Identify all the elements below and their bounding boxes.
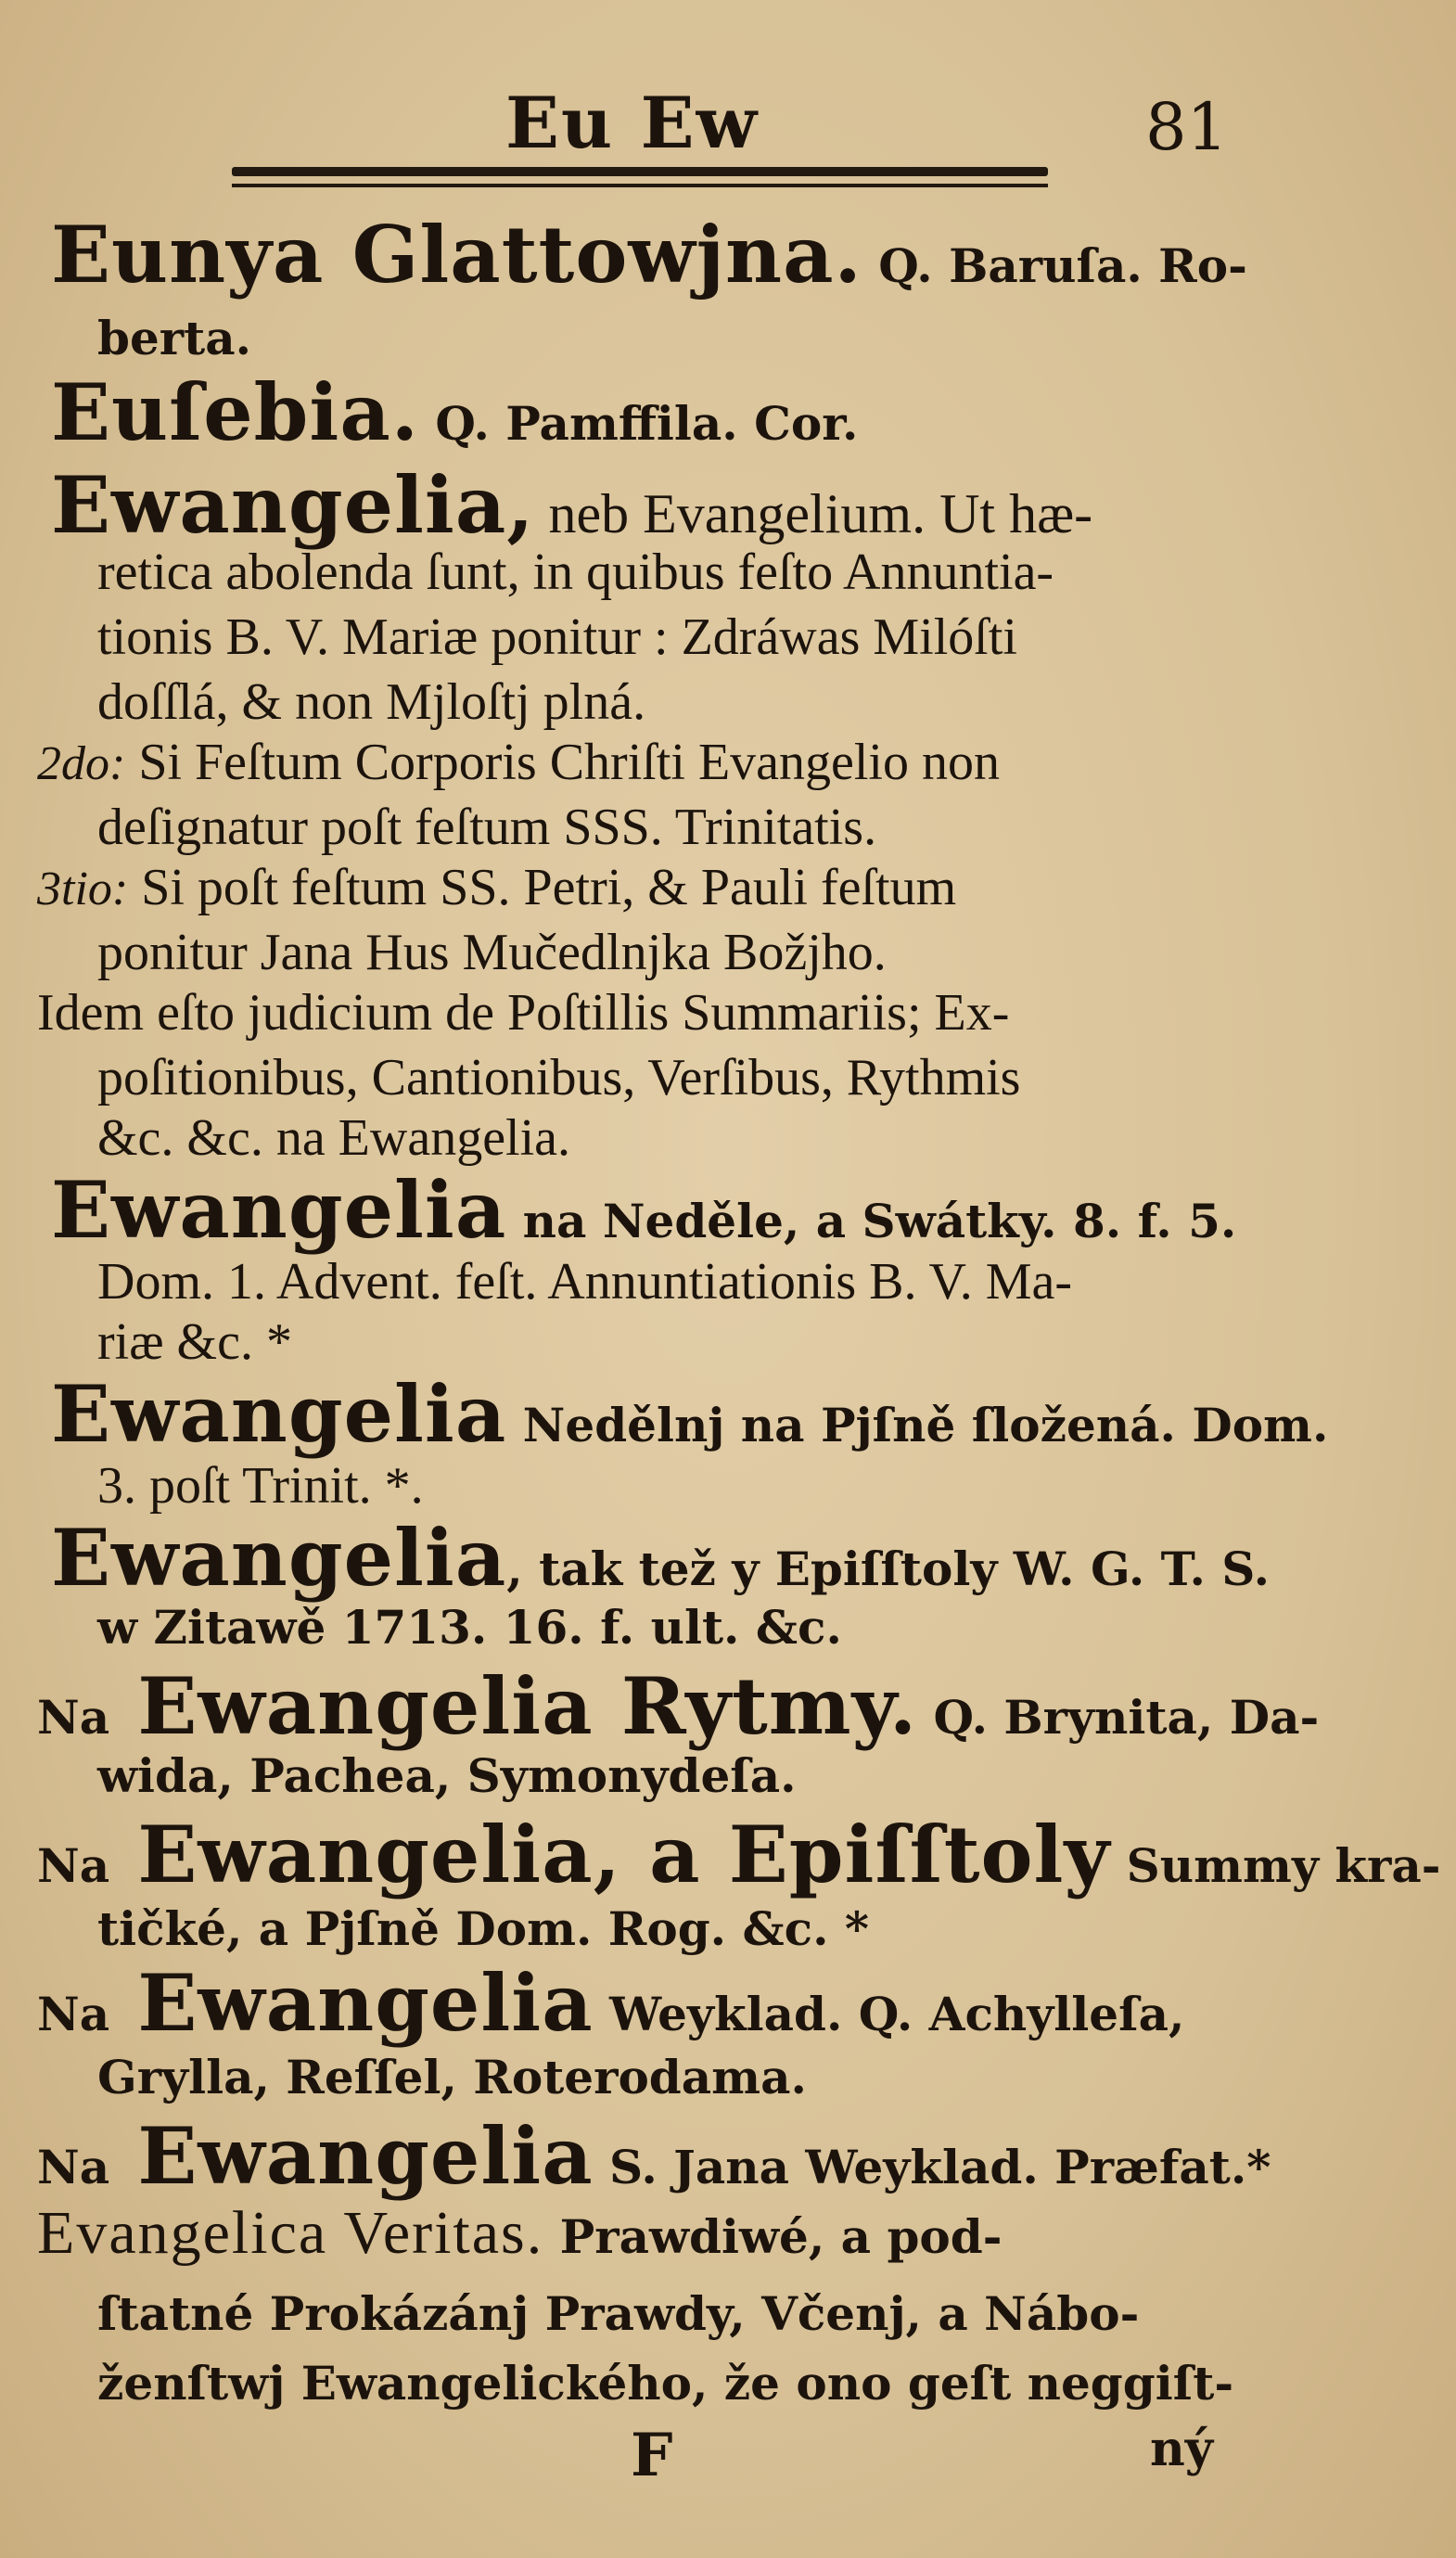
header-rule-thick [232,167,1048,176]
text-line [51,1512,1270,1604]
text-line [37,733,1000,792]
text-line [51,1164,1236,1256]
text-line: wida, Pachea, Symonydeſa. [97,1748,797,1803]
entry-headword: Ewangelia Rytmy. [109,1660,918,1752]
entry-text: Q. Baruſa. Ro- [862,238,1247,293]
text-line [51,366,858,458]
text-line: &c. &c. na Ewangelia. [97,1109,571,1167]
entry-text: Prawdiwé, a pod- [543,2209,1003,2264]
text-line: ponitur Jana Hus Mučedlnjka Božjho. [97,924,887,981]
entry-prefix: Na [37,2140,110,2194]
ordinal-prefix: 3tio: [37,863,129,915]
text-line [37,2110,1271,2202]
entry-text: Si poſt feſtum SS. Petri, & Pauli feſtum [128,859,957,916]
text-line: riæ &c. * [97,1313,292,1371]
entry-text: S. Jana Weyklad. Præfat.* [593,2140,1271,2194]
entry-text: , tak tež y Epiſſtoly W. G. T. S. [506,1541,1270,1596]
text-line: berta. [97,311,252,365]
text-line [37,1660,1319,1752]
text-line: w Zitawě 1713. 16. f. ult. &c. [97,1600,842,1655]
page-number: 81 [1145,89,1229,165]
signature-mark: F [631,2421,673,2490]
text-line: Grylla, Reſſel, Roterodama. [97,2050,807,2104]
running-header [0,82,1456,165]
entry-text: Weyklad. Q. Achylleſa, [593,1987,1185,2041]
entry-prefix: Na [37,1838,110,1893]
text-line [51,209,1247,301]
text-line [37,2198,1003,2269]
text-line: Dom. 1. Advent. feſt. Annuntiationis B. V. Ma- [97,1253,1073,1311]
text-line: tičké, a Pjſně Dom. Rog. &c. * [97,1901,870,1956]
text-line: ſtatné Prokázánj Prawdy, Včenj, a Nábo- [97,2286,1140,2341]
text-line: doſſlá, & non Mjloſtj plná. [97,673,646,731]
entry-text: Summy kra- [1110,1838,1441,1893]
text-line [51,1368,1328,1460]
running-title: Eu Ew [505,82,759,164]
entry-prefix: Na [37,1987,110,2041]
entry-headword: Ewangelia [51,1368,507,1460]
entry-text: Q. Pamffila. Cor. [419,396,859,451]
text-line [37,1809,1441,1900]
ordinal-prefix: 2do: [37,737,126,790]
entry-text: Si Feſtum Corporis Chriſti Evangelio non [125,734,1000,791]
text-line: Idem eſto judicium de Poſtillis Summariis; Ex- [37,984,1010,1042]
entry-text: Nedělnj na Pjſně ſložená. Dom. [506,1398,1329,1452]
entry-prefix: Na [37,1690,110,1745]
entry-text: na Neděle, a Swátky. 8. f. 5. [506,1194,1237,1248]
entry-text: Q. Brynita, Da- [917,1690,1320,1745]
text-line: 3. poſt Trinit. *. [97,1457,424,1515]
entry-headword: Ewangelia [51,1164,507,1256]
text-line: ženſtwj Ewangelického, že ono geſt neggiſt- [97,2356,1234,2411]
entry-headword: Ewangelia, a Epiſſtoly [109,1809,1111,1900]
text-line: retica abolenda ſunt, in quibus feſto Annuntia- [97,544,1054,601]
entry-headword: Euſebia. [51,366,419,458]
entry-headword: Ewangelia [51,1512,507,1604]
entry-headword: Evangelica Veritas. [37,2199,544,2267]
text-line [37,858,956,917]
text-line [51,459,1092,551]
entry-headword: Eunya Glattowjna. [51,209,862,301]
text-line: tionis B. V. Mariæ ponitur : Zdráwas Milóſti [97,608,1017,666]
text-line: deſignatur poſt feſtum SSS. Trinitatis. [97,799,877,856]
header-rule-thin [232,184,1048,187]
entry-headword: Ewangelia [109,2110,594,2202]
text-line: poſitionibus, Cantionibus, Verſibus, Rythmis [97,1049,1021,1106]
text-line [37,1957,1184,2049]
entry-headword: Ewangelia, [51,459,535,551]
catchword: ný [1150,2421,1214,2477]
entry-text: neb Evangelium. Ut hæ- [534,483,1093,544]
entry-headword: Ewangelia [109,1957,594,2049]
